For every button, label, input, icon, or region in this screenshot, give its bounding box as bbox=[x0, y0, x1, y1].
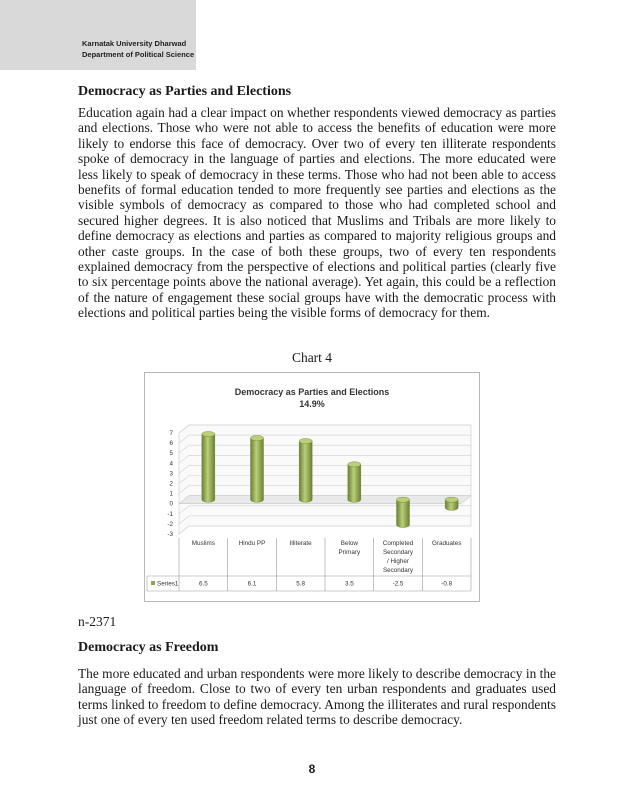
y-tick-label: 6 bbox=[169, 440, 173, 448]
x-category-label: Completed bbox=[382, 540, 414, 547]
y-tick-label: 3 bbox=[169, 470, 173, 478]
x-category-label: Graduates bbox=[431, 540, 462, 547]
section-heading-parties-elections: Democracy as Parties and Elections bbox=[78, 84, 292, 99]
chart-subtitle: 14.9% bbox=[299, 399, 325, 409]
y-tick-label: 2 bbox=[169, 480, 173, 488]
page-number: 8 bbox=[308, 762, 316, 776]
y-tick-label: -3 bbox=[167, 531, 173, 538]
y-tick-label: 4 bbox=[169, 460, 173, 468]
y-tick-label: 0 bbox=[169, 500, 173, 508]
chart-caption: Chart 4 bbox=[291, 350, 333, 365]
y-tick-label: -2 bbox=[167, 520, 173, 528]
paragraph-freedom: The more educated and urban respondents were more likely to describe democracy in the language of freedom. Close to two of every ten urban respondents and graduates used terms linked to freedom to define democracy. Among the illiterates and rural respondents just one of every ten used freedom related terms to describe democracy. bbox=[78, 666, 556, 728]
x-category-label: Hindu PP bbox=[238, 540, 266, 547]
chart-back-wall bbox=[179, 425, 471, 534]
department-name: Department of Political Science bbox=[82, 50, 195, 59]
bar bbox=[299, 439, 312, 503]
university-name: Karnatak University Dharwad bbox=[82, 39, 187, 48]
sample-size: n-2371 bbox=[78, 614, 117, 629]
data-value-label: 6.1 bbox=[247, 580, 257, 588]
paragraph-parties-elections: Education again had a clear impact on whether respondents viewed democracy as parties and elections. Those who were not able to access the benefits of education were more likely to endorse this face of democracy. Over two of every ten illiterate respondents spoke of democracy in the language of parties and elections. The more educated were less likely to speak of democracy in these terms. Those who had not been able to access benefits of formal education tended to more frequently see parties and elections as the visible symbols of democracy as compared to those who had completed school and secured higher degrees. It is also noticed that Muslims and Tribals are more likely to define democracy as elections and parties as compared to majority religious groups and other caste groups. In the case of both these groups, two of every ten respondents explained democracy from the perspective of elections and political parties (clearly five to six percentage points above the national average). Yet again, this could be a reflection of the nature of engagement these social groups have with the democratic process with elections and political parties being the visible forms of democracy for them. bbox=[78, 105, 556, 321]
chart-container bbox=[144, 372, 480, 602]
y-tick-label: -1 bbox=[167, 510, 173, 518]
x-category-label: Secondary bbox=[382, 549, 414, 556]
gridline bbox=[179, 526, 471, 534]
x-category-label: Secondary bbox=[382, 567, 414, 574]
bar bbox=[397, 497, 410, 527]
bar-chart bbox=[145, 373, 479, 601]
zero-plane bbox=[179, 496, 471, 504]
x-category-label: Below bbox=[340, 540, 358, 547]
data-value-label: 5.8 bbox=[296, 580, 306, 588]
data-value-label: 3.5 bbox=[344, 580, 354, 588]
x-category-label: Illiterate bbox=[289, 540, 312, 547]
x-category-label: / Higher bbox=[386, 558, 410, 565]
data-value-label: -2.5 bbox=[392, 580, 404, 588]
data-value-label: -0.8 bbox=[441, 580, 453, 588]
bar bbox=[251, 435, 264, 502]
y-tick-label: 1 bbox=[169, 490, 173, 498]
legend-swatch bbox=[151, 581, 155, 585]
data-value-label: 6.5 bbox=[198, 580, 208, 588]
institution-header bbox=[82, 38, 194, 60]
y-tick-label: 5 bbox=[169, 450, 173, 458]
bar bbox=[445, 497, 458, 510]
x-category-label: Muslims bbox=[191, 540, 215, 547]
bar bbox=[202, 431, 215, 502]
chart-title: Democracy as Parties and Elections bbox=[234, 387, 390, 397]
x-category-label: Primary bbox=[338, 549, 361, 556]
bar bbox=[348, 462, 361, 503]
y-tick-label: 7 bbox=[169, 430, 173, 437]
legend-series-name: Series1 bbox=[157, 580, 179, 588]
section-heading-freedom: Democracy as Freedom bbox=[78, 640, 219, 655]
